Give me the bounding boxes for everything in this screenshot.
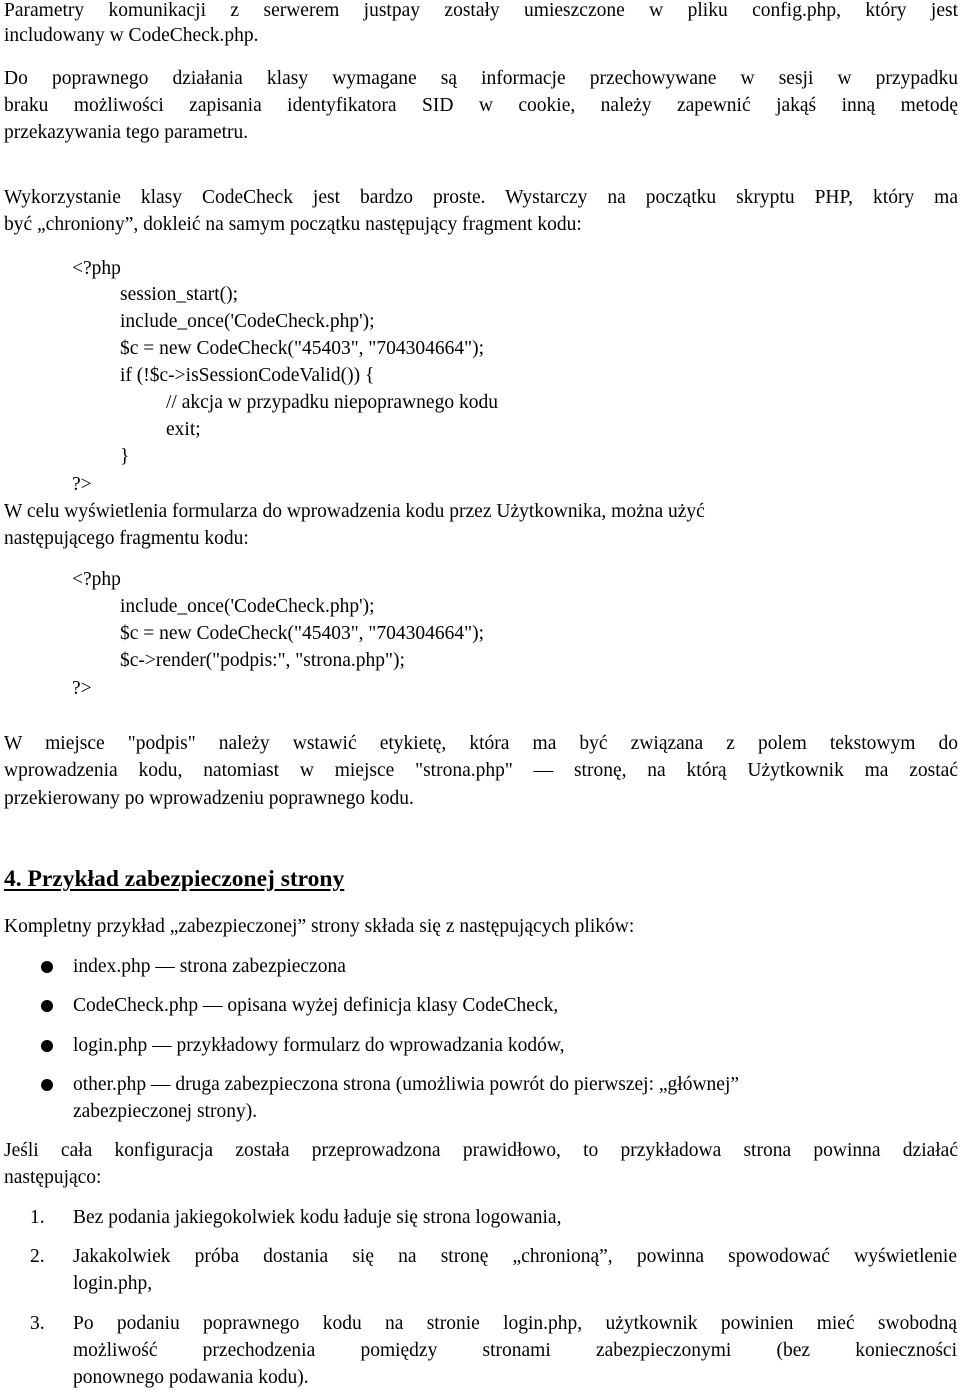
step-text-continuation: ponownego podawania kodu). <box>73 1367 309 1388</box>
note-line-3: przekierowany po wprowadzeniu poprawnego kodu. <box>4 788 414 809</box>
form-line-1: W celu wyświetlenia formularza do wprowadzenia kodu przez Użytkownika, można użyć <box>4 501 705 522</box>
step-number: 1. <box>30 1207 45 1228</box>
note-line-1: W miejsce "podpis" należy wstawić etykietę, która ma być związana z polem tekstowym do <box>4 733 958 754</box>
bullet-icon <box>41 1079 53 1091</box>
session-line-1: Do poprawnego działania klasy wymagane są informacje przechowywane w sesji w przypadku <box>4 68 958 89</box>
result-line-1: Jeśli cała konfiguracja została przeprowadzona prawidłowo, to przykładowa strona powinna działać <box>4 1140 958 1161</box>
code2-line: $c = new CodeCheck("45403", "704304664"); <box>120 623 484 644</box>
code2-line: include_once('CodeCheck.php'); <box>120 596 375 617</box>
code1-line: exit; <box>166 419 201 440</box>
step-number: 3. <box>30 1313 45 1334</box>
file-list-item: index.php — strona zabezpieczona <box>73 956 346 977</box>
result-line-2: następująco: <box>4 1167 102 1188</box>
code1-line: ?> <box>72 474 92 495</box>
section-intro: Kompletny przykład „zabezpieczonej” strony składa się z następujących plików: <box>4 916 635 937</box>
form-line-2: następującego fragmentu kodu: <box>4 528 249 549</box>
session-line-2: braku możliwości zapisania identyfikatora SID w cookie, należy zapewnić jakąś inną metodę <box>4 95 958 116</box>
step-number: 2. <box>30 1246 45 1267</box>
bullet-icon <box>41 1040 53 1052</box>
session-line-3: przekazywania tego parametru. <box>4 122 249 143</box>
usage-line-2: być „chroniony”, doklеić na samym początku następujący fragment kodu: <box>4 214 582 235</box>
step-text-continuation: możliwość przechodzenia pomiędzy stronami zabezpieczonymi (bez konieczności <box>73 1340 957 1361</box>
code2-line: $c->render("podpis:", "strona.php"); <box>120 650 405 671</box>
step-text: Bez podania jakiegokolwiek kodu ładuje się strona logowania, <box>73 1207 562 1228</box>
file-list-item: login.php — przykładowy formularz do wprowadzania kodów, <box>73 1035 565 1056</box>
code1-line: include_once('CodeCheck.php'); <box>120 311 375 332</box>
file-list-item: other.php — druga zabezpieczona strona (umożliwia powrót do pierwszej: „głównej” <box>73 1074 740 1095</box>
step-text: Po podaniu poprawnego kodu na stronie login.php, użytkownik powinien mieć swobodną <box>73 1313 957 1334</box>
file-list-item: CodeCheck.php — opisana wyżej definicja klasy CodeCheck, <box>73 995 559 1016</box>
code1-line: $c = new CodeCheck("45403", "704304664"); <box>120 338 484 359</box>
code1-line: session_start(); <box>120 284 239 305</box>
bullet-icon <box>41 1000 53 1012</box>
code1-line: if (!$c->isSessionCodeValid()) { <box>120 365 375 386</box>
step-text-continuation: login.php, <box>73 1273 153 1294</box>
code2-line: ?> <box>72 678 92 699</box>
code2-line: <?php <box>72 569 121 590</box>
note-line-2: wprowadzenia kodu, natomiast w miejsce "strona.php" — stronę, na którą Użytkownik ma zostać <box>4 760 958 781</box>
code1-line: } <box>120 446 130 467</box>
section-heading: 4. Przykład zabezpieczonej strony <box>4 866 345 892</box>
intro-line-2: includowany w CodeCheck.php. <box>4 25 259 46</box>
code1-line: <?php <box>72 258 121 279</box>
usage-line-1: Wykorzystanie klasy CodeCheck jest bardzo proste. Wystarczy na początku skryptu PHP, który ma <box>4 187 958 208</box>
file-list-item-continuation: zabezpieczonej strony). <box>73 1101 258 1122</box>
code1-line: // akcja w przypadku niepoprawnego kodu <box>166 392 498 413</box>
bullet-icon <box>41 961 53 973</box>
intro-line-1: Parametry komunikacji z serwerem justpay zostały umieszczone w pliku config.php, który jest <box>4 0 958 21</box>
step-text: Jakakolwiek próba dostania się na stronę „chronioną”, powinna spowodować wyświetlenie <box>73 1246 957 1267</box>
